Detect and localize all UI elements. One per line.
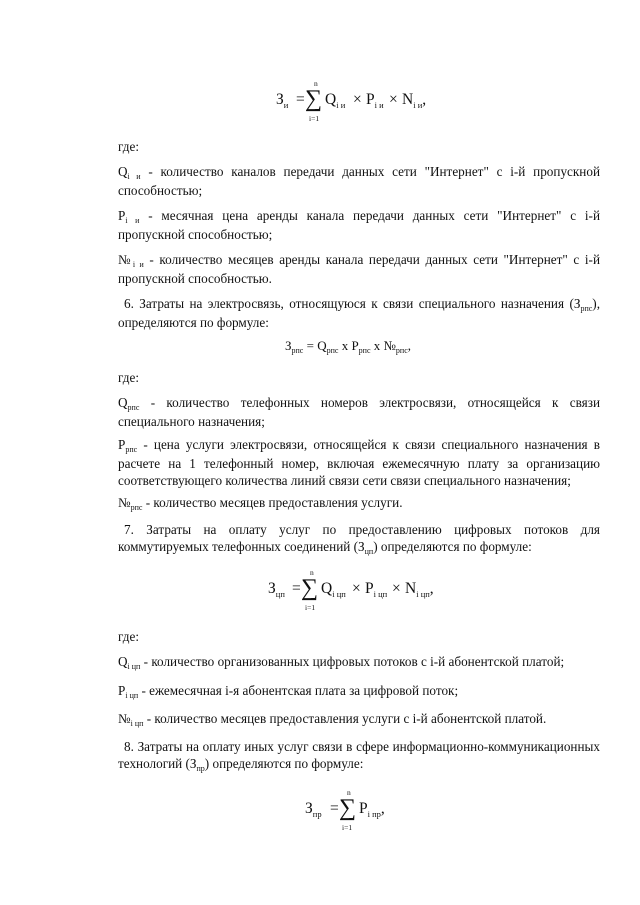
item-6-paragraph: 6. Затраты на электросвязь, относящуюся к связи специального назначения $(З_{рпс})$, определяются по формуле:	[118, 296, 600, 330]
sum-sign: ∑	[339, 795, 357, 821]
definition-p-special: $P_{рпс}$ - цена услуги электросвязи, относящейся к связи специального назначения в расчете на 1 телефонный номер, включая ежемесячную плату за организацию соответствующего количества линий связи сети связи специального назначения;	[118, 437, 600, 488]
formula-term-n: $N_{i и}$,	[402, 91, 427, 110]
sum-lower: i=1	[305, 603, 316, 612]
formula-special-comm: $З_{рпс} = Q_{рпс}$ x $P_{рпс}$ x $№_{рпс}$,	[285, 338, 412, 355]
definition-q-digital: $Q_{i цп}$ - количество организованных цифровых потоков с i-й абонентской платой;	[118, 654, 565, 671]
formula-eq: =	[296, 91, 305, 108]
item-8-paragraph: 8. Затраты на оплату иных услуг связи в сфере информационно-коммуникационных технологий $(З_{пр})$ определяются по формуле:	[118, 739, 600, 773]
definition-p-internet: $P_{i и}$ - месячная цена аренды канала передачи данных сети "Интернет" с i-й пропускной способностью;	[118, 208, 600, 242]
formula-eq: =	[330, 800, 339, 817]
formula-term-n: $N_{i цп}$,	[405, 580, 434, 599]
formula-times: ×	[352, 580, 361, 597]
definition-n-digital: $№_{i цп}$ - количество месяцев предоставления услуги с i-й абонентской платой.	[118, 711, 547, 728]
sum-sign: ∑	[301, 575, 319, 601]
formula-eq: =	[292, 580, 301, 597]
sum-upper: n	[310, 568, 314, 577]
formula-lhs: $З_{пр}$	[305, 800, 322, 819]
sum-lower: i=1	[342, 823, 353, 832]
definition-p-digital: $P_{i цп}$ - ежемесячная i-я абонентская плата за цифровой поток;	[118, 683, 459, 700]
formula-term-p: $P_{i цп}$	[365, 580, 388, 599]
sum-sign: ∑	[305, 86, 323, 112]
definition-q-special: $Q_{рпс}$ - количество телефонных номеров электросвязи, относящейся к связи специального назначения;	[118, 395, 600, 429]
formula-times: ×	[353, 91, 362, 108]
formula-times: ×	[392, 580, 401, 597]
where-label: где:	[118, 370, 139, 385]
formula-term-q: $Q_{i и}$	[325, 91, 346, 110]
formula-term-p: $P_{i пр}$,	[359, 800, 385, 819]
sum-upper: n	[314, 79, 318, 88]
sum-lower: i=1	[309, 114, 320, 123]
where-label: где:	[118, 139, 139, 154]
item-7-paragraph: 7. Затраты на оплату услуг по предоставлению цифровых потоков для коммутируемых телефонных соединений $(З_{цп})$ определяются по формуле:	[118, 522, 600, 556]
formula-lhs: $З_{цп}$	[268, 580, 285, 599]
formula-term-q: $Q_{i цп}$	[321, 580, 346, 599]
formula-term-p: $P_{i и}$	[366, 91, 384, 110]
definition-n-special: $№_{рпс}$ - количество месяцев предоставления услуги.	[118, 495, 403, 512]
where-label: где:	[118, 629, 139, 644]
definition-n-internet: $№_{i и}$ - количество месяцев аренды канала передачи данных сети "Интернет" с i-й пропускной способностью.	[118, 252, 600, 286]
formula-times: ×	[389, 91, 398, 108]
formula-lhs: $З_и$	[276, 91, 289, 110]
definition-q-internet: $Q_{i и}$ - количество каналов передачи данных сети "Интернет" с i-й пропускной способностью;	[118, 164, 601, 198]
sum-upper: n	[347, 788, 351, 797]
